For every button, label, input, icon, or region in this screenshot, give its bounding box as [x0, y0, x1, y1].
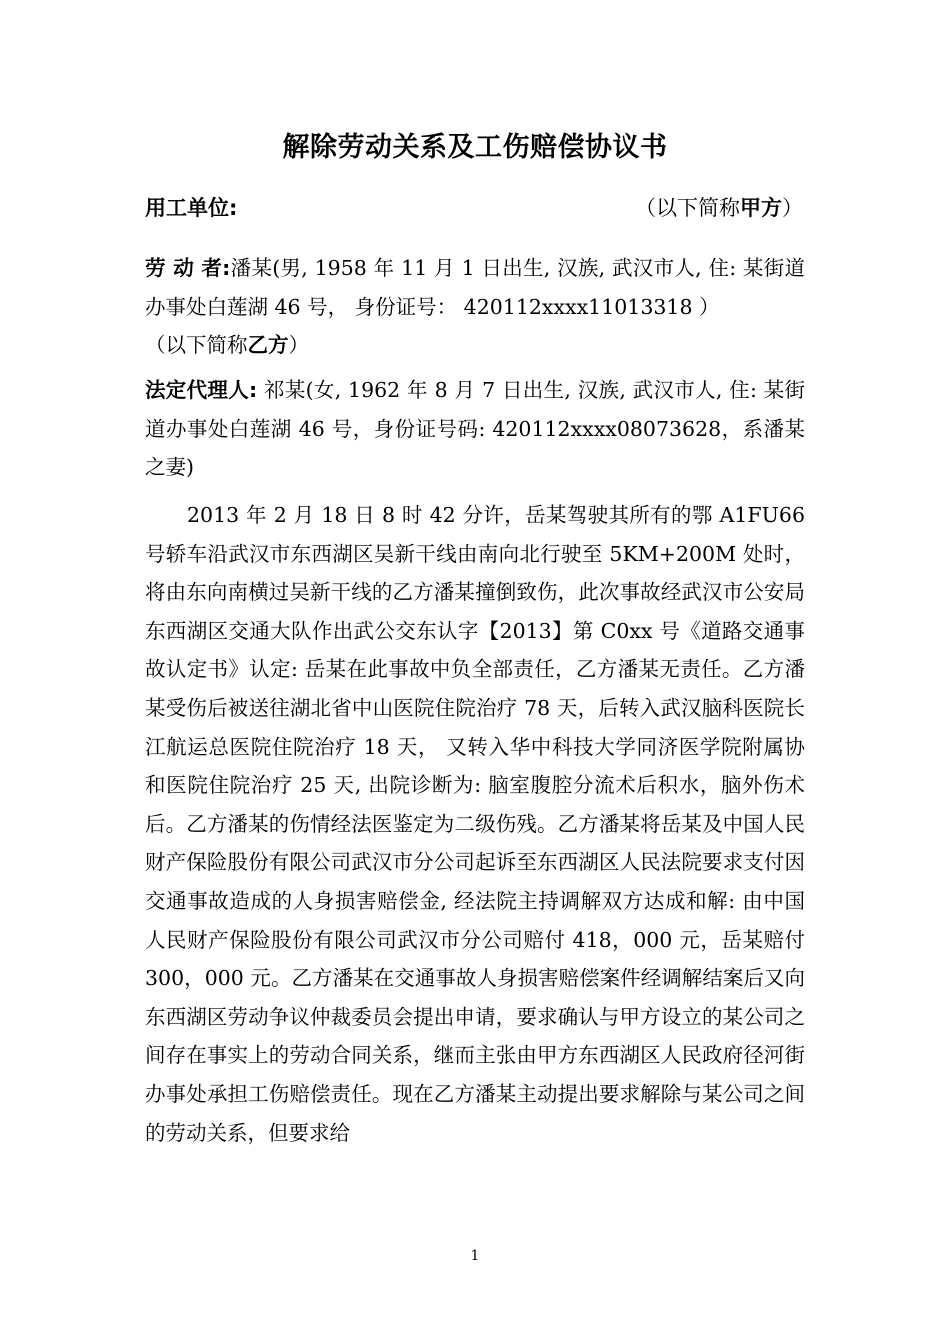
agent-paragraph [145, 371, 805, 487]
employer-abbrev-close: ） [782, 196, 803, 220]
body-paragraph: 2013 年 2 月 18 日 8 时 42 分许，岳某驾驶其所有的鄂 A1FU66 号轿车沿武汉市东西湖区吴新干线由南向北行驶至 5KM+200M 处时，将由东向南横过吴新干线的乙方潘某撞倒致伤，此次事故经武汉市公安局东西湖区交通大队作出武公交东认字【2013】第 C0xx 号《道路交通事故认定书》认定: 岳某在此事故中负全部责任，乙方潘某无责任。乙方潘某受伤后被送往湖北省中山医院住院治疗 78 天，后转入武汉脑科医院长江航运总医院住院治疗 18 天， 又转入华中科技大学同济医学院附属协和医院住院治疗 25 天, 出院诊断为: 脑室腹腔分流术后积水，脑外伤术后。乙方潘某的伤情经法医鉴定为二级伤残。乙方潘某将岳某及中国人民财产保险股份有限公司武汉市分公司起诉至东西湖区人民法院要求支付因交通事故造成的人身损害赔偿金, 经法院主持调解双方达成和解: 由中国人民财产保险股份有限公司武汉市分公司赔付 418，000 元，岳某赔付 300，000 元。乙方潘某在交通事故人身损害赔偿案件经调解结案后又向东西湖区劳动争议仲裁委员会提出申请，要求确认与甲方设立的某公司之间存在事实上的劳动合同关系，继而主张由甲方东西湖区人民政府径河街办事处承担工伤赔偿责任。现在乙方潘某主动提出要求解除与某公司之间的劳动关系，但要求给 [145, 503, 805, 1145]
worker-details: 潘某(男, 1958 年 11 月 1 日出生, 汉族, 武汉市人, 住: 某街道办事处白莲湖 46 号， 身份证号： 420112xxxx11013318 ） [145, 256, 805, 319]
employer-abbrev-prefix: （以下简称 [635, 196, 740, 220]
agent-details: 祁某(女, 1962 年 8 月 7 日出生, 汉族, 武汉市人, 住: 某街道办事处白莲湖 46 号，身份证号码: 420112xxxx08073628，系潘某之妻) [145, 378, 806, 480]
employer-abbrev [635, 192, 803, 224]
employer-line [145, 192, 803, 224]
worker-paragraph [145, 249, 805, 365]
party-b-name: 乙方 [247, 333, 289, 358]
document-title: 解除劳动关系及工伤赔偿协议书 [282, 132, 668, 163]
party-a-name: 甲方 [740, 196, 782, 220]
page-number: 1 [470, 1248, 480, 1264]
worker-label: 劳 动 者: [145, 256, 231, 280]
agent-label: 法定代理人: [145, 378, 258, 402]
employer-label: 用工单位: [145, 196, 238, 220]
worker-abbrev-prefix: （以下简称 [145, 333, 248, 358]
worker-abbrev-close: ） [288, 333, 309, 358]
